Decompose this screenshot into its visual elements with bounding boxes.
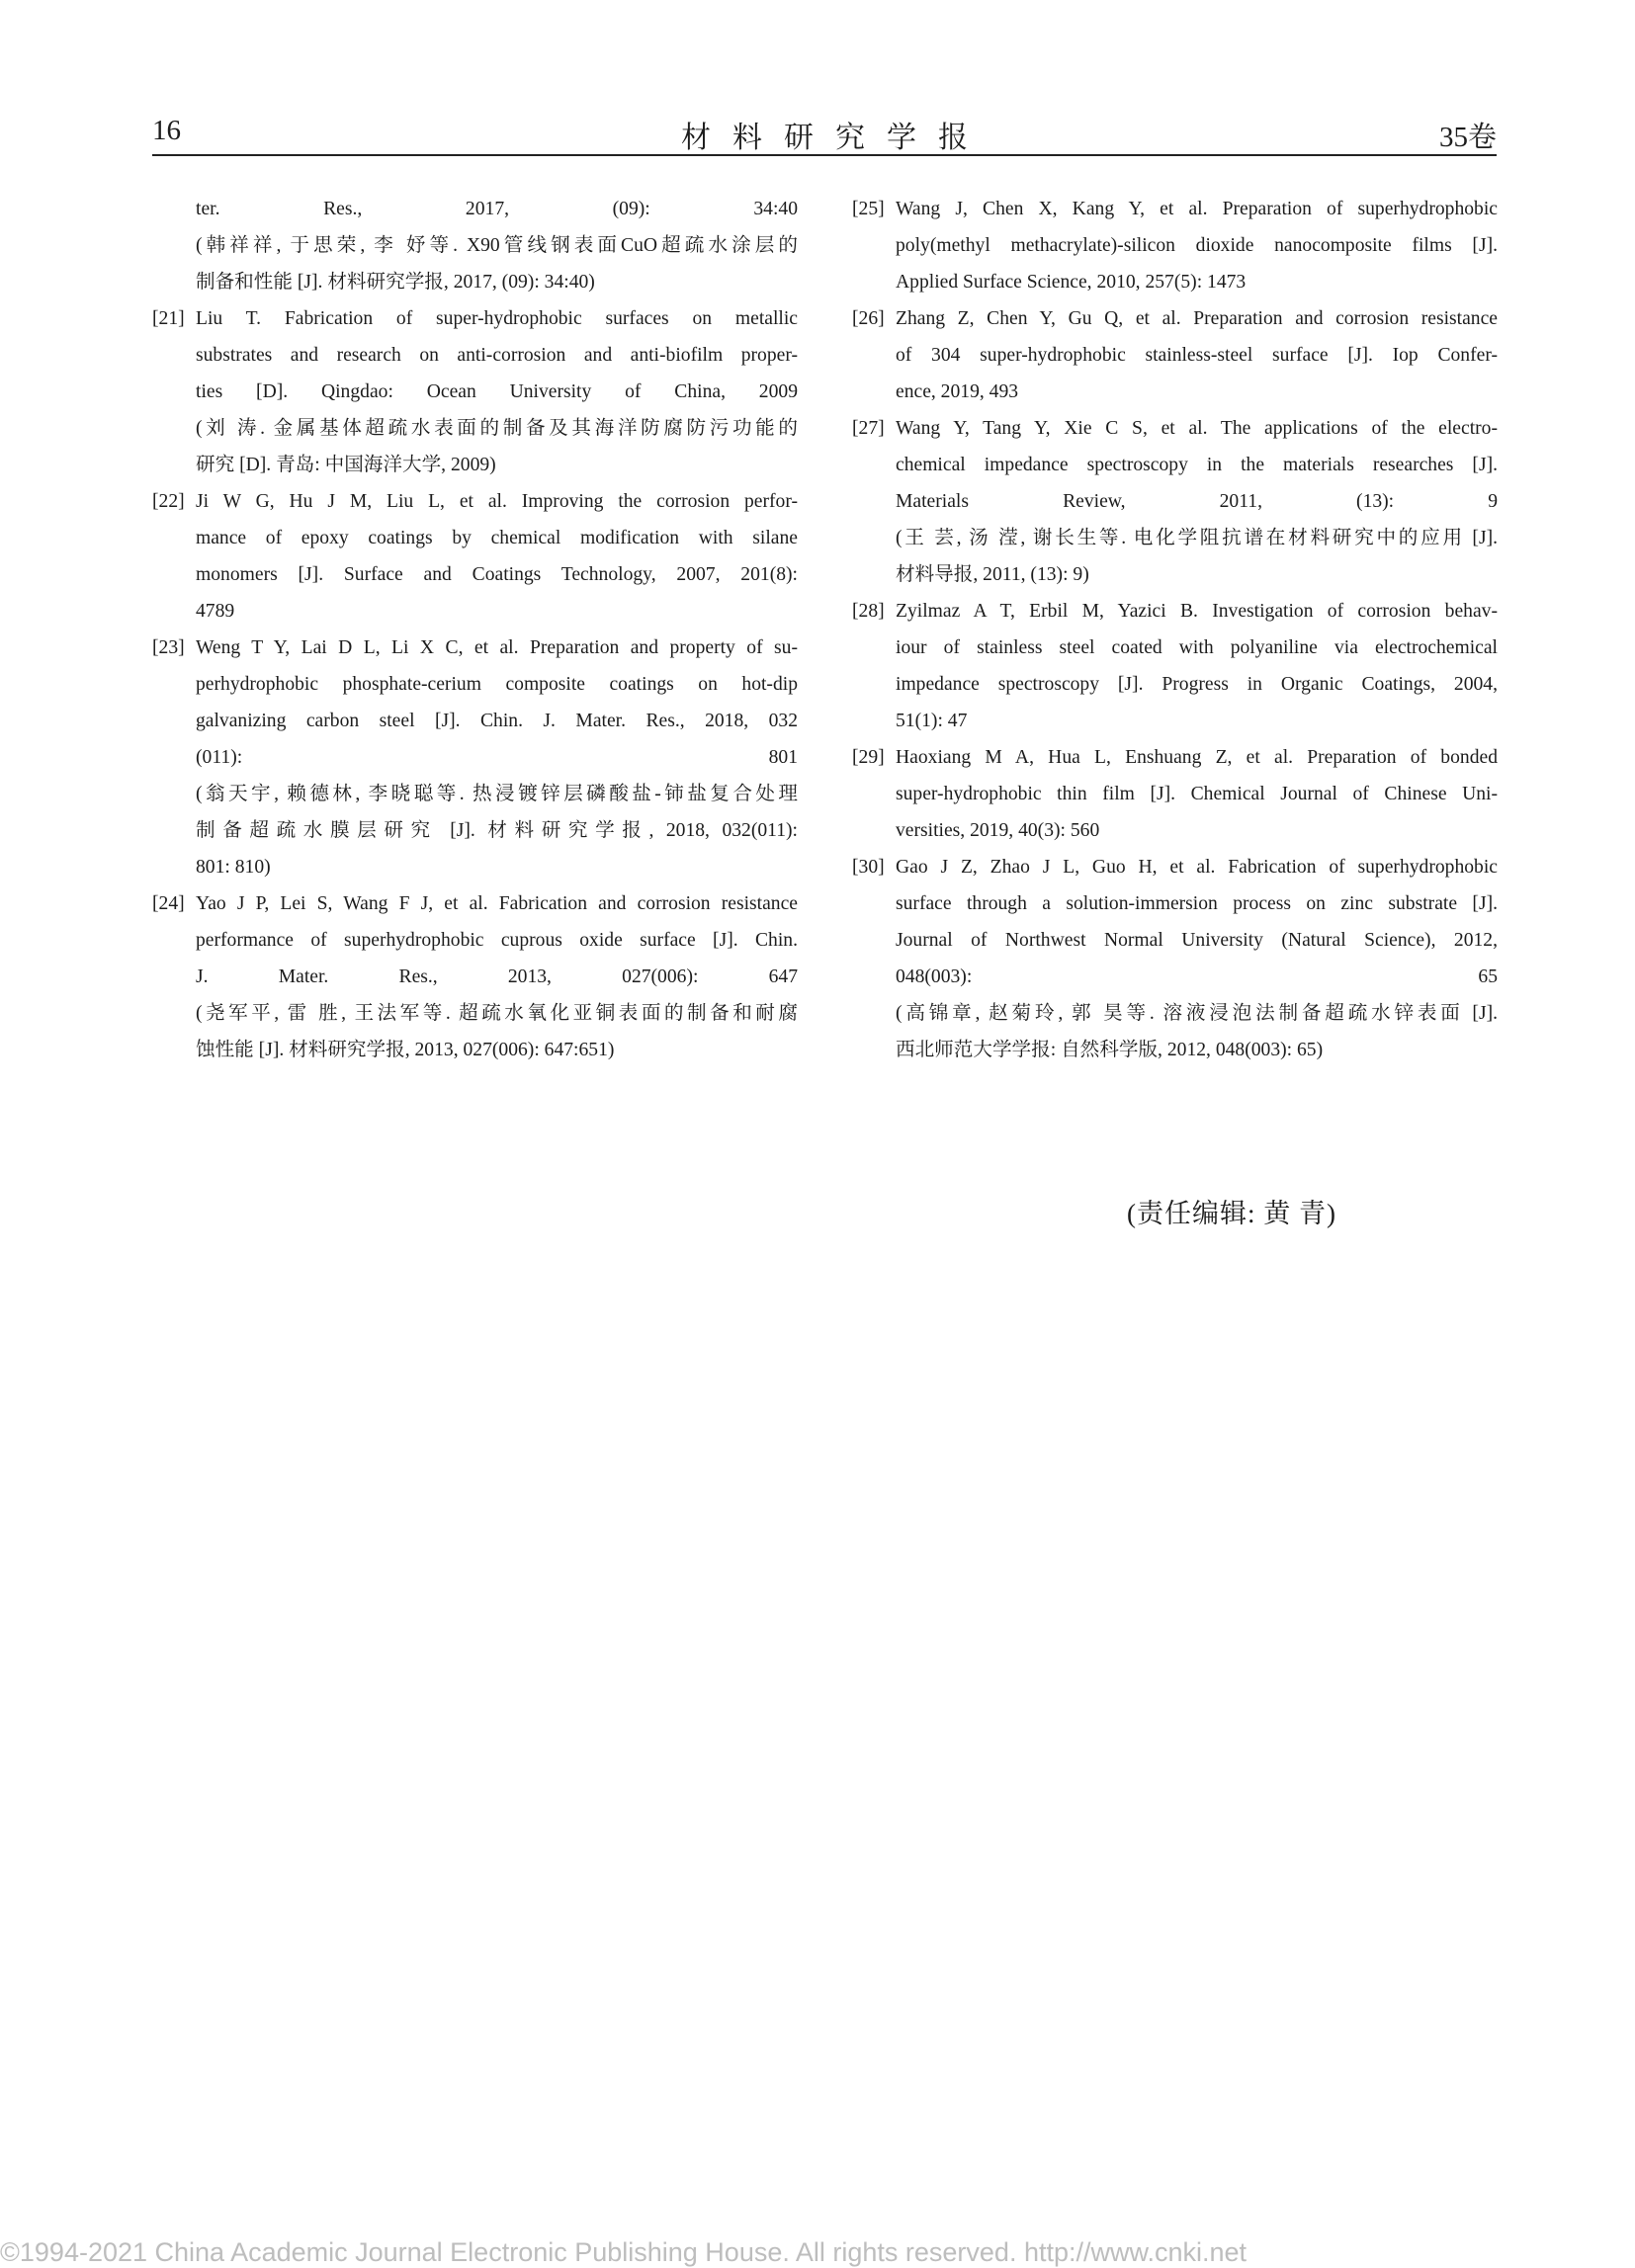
reference-line: Zhang Z, Chen Y, Gu Q, et al. Preparation and corrosion resistance xyxy=(896,308,1498,329)
reference-line: (翁天宇, 赖德林, 李晓聪等. 热浸镀锌层磷酸盐-铈盐复合处理 xyxy=(196,784,798,804)
reference-line: performance of superhydrophobic cuprous oxide surface [J]. Chin. xyxy=(196,930,798,951)
reference-line: perhydrophobic phosphate-cerium composite coatings on hot-dip xyxy=(196,674,798,695)
reference-line: 4789 xyxy=(196,601,235,622)
reference-line: (韩祥祥, 于思荣, 李 妤等. X90管线钢表面CuO超疏水涂层的 xyxy=(196,235,798,256)
reference-number: [23] xyxy=(152,637,185,658)
reference-line: 蚀性能 [J]. 材料研究学报, 2013, 027(006): 647:651) xyxy=(196,1040,615,1060)
reference-number: [27] xyxy=(852,418,885,439)
reference-line: 研究 [D]. 青岛: 中国海洋大学, 2009) xyxy=(196,455,496,475)
copyright-footer: ©1994-2021 China Academic Journal Electronic Publishing House. All rights reserved. http://www.cnki.net xyxy=(0,2237,1248,2267)
reference-item xyxy=(852,191,1498,300)
responsible-editor: (责任编辑: 黄 青) xyxy=(1127,1199,1336,1228)
reference-line: Yao J P, Lei S, Wang F J, et al. Fabrication and corrosion resistance xyxy=(196,893,798,914)
reference-number: [25] xyxy=(852,199,885,219)
reference-item xyxy=(152,885,798,1068)
references-right-column xyxy=(852,191,1498,1068)
reference-item xyxy=(852,739,1498,849)
reference-line: Materials Review, 2011, (13): 9 xyxy=(896,491,1498,512)
page-number: 16 xyxy=(152,115,181,146)
reference-line: Weng T Y, Lai D L, Li X C, et al. Preparation and property of su- xyxy=(196,637,798,658)
journal-title: 材料研究学报 xyxy=(681,122,990,154)
reference-line: ence, 2019, 493 xyxy=(896,381,1019,402)
reference-item xyxy=(852,849,1498,1068)
reference-line: (011): 801 xyxy=(196,747,798,768)
reference-line: Ji W G, Hu J M, Liu L, et al. Improving the corrosion perfor- xyxy=(196,491,798,512)
reference-number: [28] xyxy=(852,601,885,622)
reference-line: (王 芸, 汤 滢, 谢长生等. 电化学阻抗谱在材料研究中的应用 [J]. xyxy=(896,528,1498,548)
reference-line: J. Mater. Res., 2013, 027(006): 647 xyxy=(196,966,798,987)
reference-item xyxy=(852,593,1498,739)
reference-number: [24] xyxy=(152,893,185,914)
reference-number: [29] xyxy=(852,747,885,768)
reference-line: of 304 super-hydrophobic stainless-steel surface [J]. Iop Confer- xyxy=(896,345,1498,366)
reference-line: ties [D]. Qingdao: Ocean University of China, 2009 xyxy=(196,381,798,402)
reference-line: 制备超疏水膜层研究 [J]. 材料研究学报, 2018, 032(011): xyxy=(196,820,798,841)
reference-number: [22] xyxy=(152,491,185,512)
reference-line: (刘 涛. 金属基体超疏水表面的制备及其海洋防腐防污功能的 xyxy=(196,418,798,439)
reference-line: iour of stainless steel coated with polyaniline via electrochemical xyxy=(896,637,1498,658)
reference-item xyxy=(152,630,798,885)
reference-line: Haoxiang M A, Hua L, Enshuang Z, et al. Preparation of bonded xyxy=(896,747,1498,768)
reference-line: impedance spectroscopy [J]. Progress in Organic Coatings, 2004, xyxy=(896,674,1498,695)
reference-line: Zyilmaz A T, Erbil M, Yazici B. Investigation of corrosion behav- xyxy=(896,601,1498,622)
reference-line: ter. Res., 2017, (09): 34:40 xyxy=(196,199,798,219)
reference-line: 801: 810) xyxy=(196,857,271,878)
reference-line: Wang Y, Tang Y, Xie C S, et al. The applications of the electro- xyxy=(896,418,1498,439)
reference-line: (高锦章, 赵菊玲, 郭 昊等. 溶液浸泡法制备超疏水锌表面 [J]. xyxy=(896,1003,1498,1024)
reference-item xyxy=(152,191,798,300)
reference-line: Applied Surface Science, 2010, 257(5): 1473 xyxy=(896,272,1247,293)
reference-line: poly(methyl methacrylate)-silicon dioxide nanocomposite films [J]. xyxy=(896,235,1498,256)
running-header xyxy=(152,109,1497,156)
reference-line: substrates and research on anti-corrosion and anti-biofilm proper- xyxy=(196,345,798,366)
reference-number: [30] xyxy=(852,857,885,878)
reference-item xyxy=(852,300,1498,410)
volume-label: 35卷 xyxy=(1438,122,1497,153)
reference-line: Wang J, Chen X, Kang Y, et al. Preparation of superhydrophobic xyxy=(896,199,1498,219)
reference-number: [21] xyxy=(152,308,185,329)
reference-line: mance of epoxy coatings by chemical modification with silane xyxy=(196,528,798,548)
reference-line: monomers [J]. Surface and Coatings Technology, 2007, 201(8): xyxy=(196,564,798,585)
reference-line: surface through a solution-immersion process on zinc substrate [J]. xyxy=(896,893,1498,914)
reference-item xyxy=(152,483,798,630)
reference-item xyxy=(852,410,1498,593)
reference-line: 51(1): 47 xyxy=(896,711,968,731)
reference-line: 材料导报, 2011, (13): 9) xyxy=(896,564,1089,585)
reference-line: 048(003): 65 xyxy=(896,966,1498,987)
references-left-column xyxy=(152,191,798,1068)
reference-number: [26] xyxy=(852,308,885,329)
reference-line: (尧军平, 雷 胜, 王法军等. 超疏水氧化亚铜表面的制备和耐腐 xyxy=(196,1003,798,1024)
reference-item xyxy=(152,300,798,483)
reference-line: super-hydrophobic thin film [J]. Chemical Journal of Chinese Uni- xyxy=(896,784,1498,804)
reference-line: chemical impedance spectroscopy in the materials researches [J]. xyxy=(896,455,1498,475)
reference-line: 制备和性能 [J]. 材料研究学报, 2017, (09): 34:40) xyxy=(196,272,595,293)
reference-line: versities, 2019, 40(3): 560 xyxy=(896,820,1100,841)
reference-line: Liu T. Fabrication of super-hydrophobic surfaces on metallic xyxy=(196,308,798,329)
reference-line: Gao J Z, Zhao J L, Guo H, et al. Fabrication of superhydrophobic xyxy=(896,857,1498,878)
reference-line: Journal of Northwest Normal University (Natural Science), 2012, xyxy=(896,930,1498,951)
reference-line: galvanizing carbon steel [J]. Chin. J. Mater. Res., 2018, 032 xyxy=(196,711,798,731)
reference-line: 西北师范大学学报: 自然科学版, 2012, 048(003): 65) xyxy=(896,1040,1324,1060)
